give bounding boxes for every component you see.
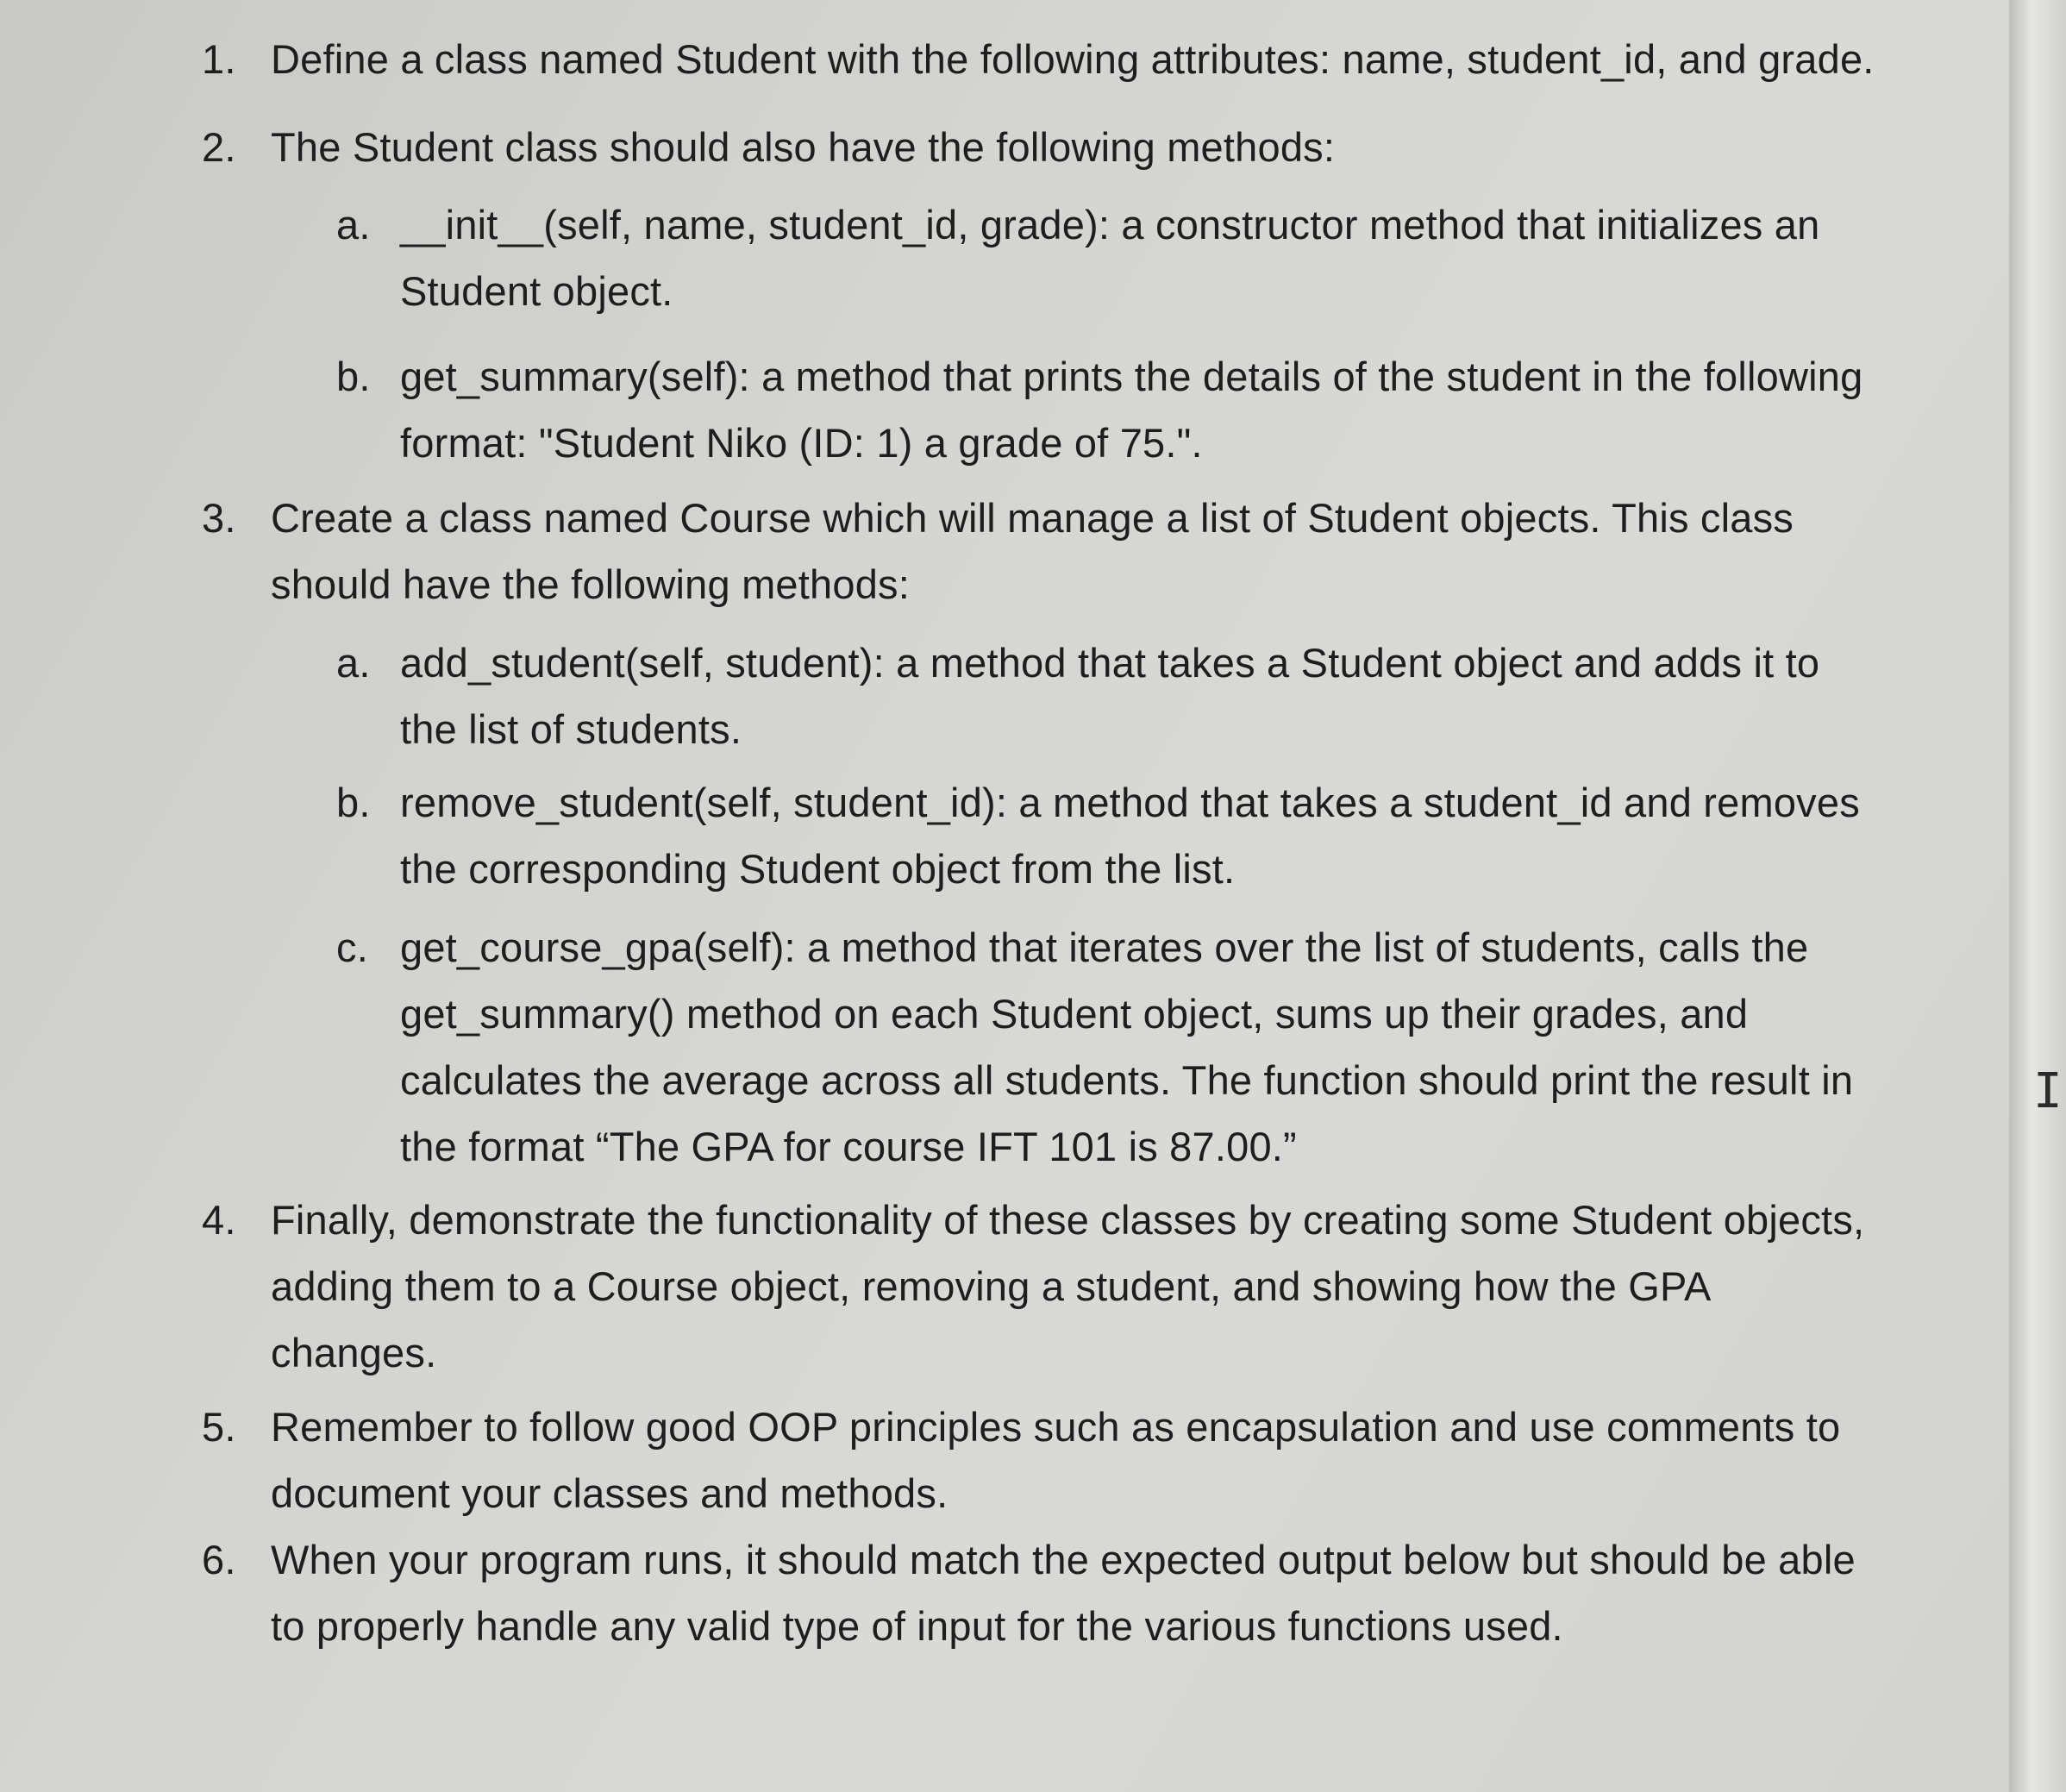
- list-text-line: get_course_gpa(self): a method that iterates over the list of students, calls the: [400, 924, 1809, 970]
- list-text-line: get_summary() method on each Student object, sums up their grades, and: [400, 991, 1749, 1037]
- text-cursor-icon: I: [2033, 1063, 2063, 1119]
- list-letter: a.: [336, 202, 371, 247]
- screen-edge: [2009, 0, 2066, 1792]
- list-text-line: adding them to a Course object, removing a student, and showing how the GPA: [271, 1263, 1712, 1309]
- list-text-line: changes.: [271, 1330, 437, 1375]
- list-number: 1.: [202, 36, 236, 82]
- list-text-line: format: "Student Niko (ID: 1) a grade of 75.".: [400, 420, 1203, 466]
- list-text-line: Create a class named Course which will manage a list of Student objects. This class: [271, 495, 1794, 541]
- list-number: 4.: [202, 1197, 236, 1243]
- list-text-line: add_student(self, student): a method that takes a Student object and adds it to: [400, 640, 1820, 686]
- list-number: 6.: [202, 1537, 236, 1582]
- list-letter: b.: [336, 780, 371, 825]
- list-text-line: __init__(self, name, student_id, grade): a constructor method that initializes an: [400, 202, 1820, 247]
- list-number: 3.: [202, 495, 236, 541]
- list-letter: c.: [336, 924, 368, 970]
- list-text-line: the format “The GPA for course IFT 101 is 87.00.”: [400, 1124, 1297, 1169]
- list-text-line: the corresponding Student object from the list.: [400, 846, 1236, 892]
- list-text-line: When your program runs, it should match the expected output below but should be able: [271, 1537, 1856, 1582]
- list-text-line: should have the following methods:: [271, 561, 910, 607]
- list-text-line: Finally, demonstrate the functionality of these classes by creating some Student objects,: [271, 1197, 1865, 1243]
- list-text-line: get_summary(self): a method that prints the details of the student in the following: [400, 354, 1863, 399]
- list-text-line: Student object.: [400, 268, 673, 314]
- list-text-line: to properly handle any valid type of input for the various functions used.: [271, 1603, 1563, 1649]
- list-number: 5.: [202, 1404, 236, 1450]
- list-text-line: remove_student(self, student_id): a method that takes a student_id and removes: [400, 780, 1860, 825]
- list-text-line: calculates the average across all students. The function should print the result in: [400, 1057, 1854, 1103]
- list-text-line: Define a class named Student with the following attributes: name, student_id, and grade.: [271, 36, 1875, 82]
- list-letter: b.: [336, 354, 371, 399]
- list-text-line: Remember to follow good OOP principles such as encapsulation and use comments to: [271, 1404, 1841, 1450]
- list-text-line: the list of students.: [400, 706, 742, 752]
- list-number: 2.: [202, 124, 236, 170]
- list-text-line: document your classes and methods.: [271, 1470, 948, 1516]
- list-letter: a.: [336, 640, 371, 686]
- list-text-line: The Student class should also have the following methods:: [271, 124, 1336, 170]
